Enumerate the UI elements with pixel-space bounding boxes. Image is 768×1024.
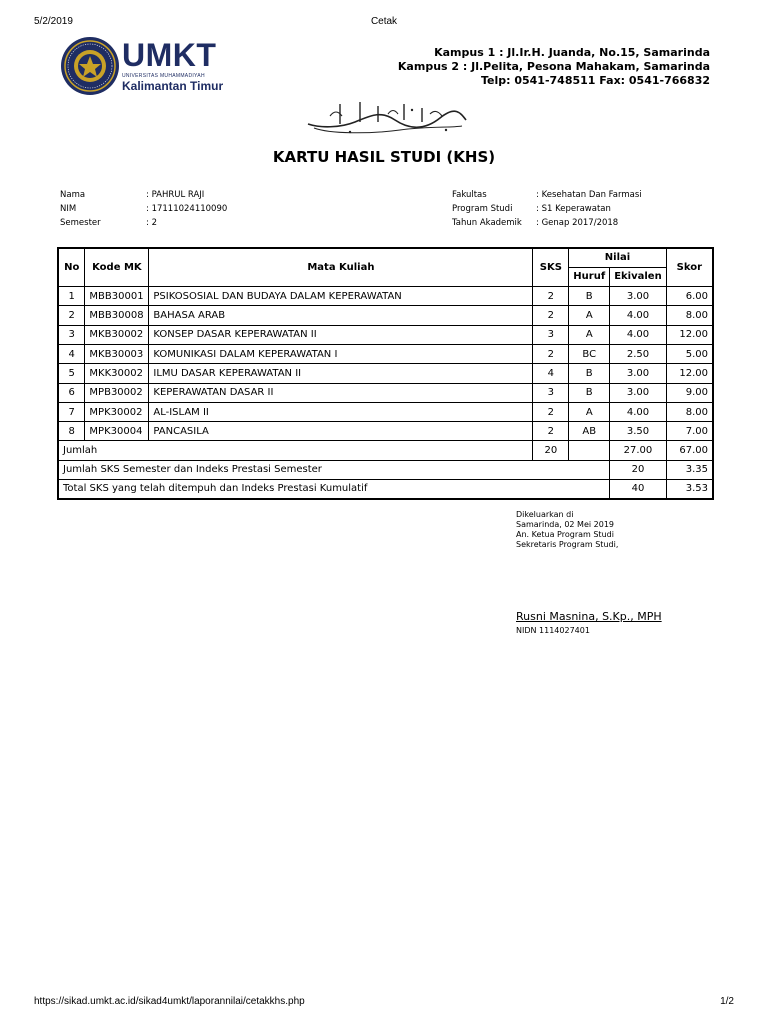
cell-sks: 3 [533, 325, 569, 344]
campus-line-2: Kampus 2 : Jl.Pelita, Pesona Mahakam, Samarinda [397, 60, 710, 73]
brand-name: UMKT [122, 37, 217, 73]
table-row [58, 422, 713, 441]
sign-place-label: Dikeluarkan di [516, 510, 574, 519]
jumlah-row [58, 441, 713, 460]
document-title: KARTU HASIL STUDI (KHS) [272, 148, 496, 166]
print-date: 5/2/2019 [34, 16, 73, 27]
cell-ekivalen: 4.00 [610, 306, 667, 325]
cell-mata-kuliah: BAHASA ARAB [149, 306, 533, 325]
cell-sks: 2 [533, 306, 569, 325]
print-page-number: 1/2 [720, 996, 734, 1007]
cell-no: 6 [58, 383, 85, 402]
ipk-row [58, 480, 713, 499]
grade-rows [58, 287, 713, 441]
header-kode: Kode MK [85, 248, 149, 287]
table-row [58, 306, 713, 325]
cell-kode: MPB30002 [85, 383, 149, 402]
header-sks: SKS [533, 248, 569, 287]
cell-ekivalen: 3.00 [610, 287, 667, 306]
cell-huruf: BC [569, 344, 610, 363]
print-url: https://sikad.umkt.ac.id/sikad4umkt/laporannilai/cetakkhs.php [34, 996, 305, 1007]
grades-table [57, 247, 714, 500]
signatory-nidn: NIDN 1114027401 [516, 626, 590, 635]
print-header [34, 16, 734, 30]
cell-skor: 9.00 [666, 383, 713, 402]
table-header-row-1 [58, 248, 713, 267]
info-tahun: Tahun Akademik : Genap 2017/2018 [452, 218, 619, 228]
cell-skor: 12.00 [666, 364, 713, 383]
cell-no: 7 [58, 402, 85, 421]
cell-kode: MBB30001 [85, 287, 149, 306]
campus-line-1: Kampus 1 : Jl.Ir.H. Juanda, No.15, Samarinda [434, 46, 710, 59]
jumlah-ekivalen: 27.00 [610, 441, 667, 460]
print-footer [34, 996, 734, 1010]
table-row [58, 325, 713, 344]
cell-mata-kuliah: AL-ISLAM II [149, 402, 533, 421]
info-semester: Semester : 2 [60, 218, 157, 228]
basmalah-calligraphy-icon [300, 98, 470, 138]
cell-no: 2 [58, 306, 85, 325]
info-nim: NIM : 17111024110090 [60, 204, 228, 214]
cell-kode: MKB30002 [85, 325, 149, 344]
header-no: No [58, 248, 85, 287]
cell-sks: 2 [533, 287, 569, 306]
header-ekivalen: Ekivalen [610, 267, 667, 286]
cell-huruf: AB [569, 422, 610, 441]
university-logo [60, 36, 230, 98]
cell-kode: MBB30008 [85, 306, 149, 325]
ips-row [58, 460, 713, 479]
header-nilai: Nilai [569, 248, 666, 267]
sign-role-2: Sekretaris Program Studi, [516, 540, 619, 549]
jumlah-sks: 20 [533, 441, 569, 460]
header-mata-kuliah: Mata Kuliah [149, 248, 533, 287]
cell-skor: 8.00 [666, 402, 713, 421]
header-huruf: Huruf [569, 267, 610, 286]
cell-no: 8 [58, 422, 85, 441]
ipk-label: Total SKS yang telah ditempuh dan Indeks Prestasi Kumulatif [58, 480, 610, 499]
cell-sks: 2 [533, 402, 569, 421]
cell-ekivalen: 4.00 [610, 402, 667, 421]
cell-no: 3 [58, 325, 85, 344]
signatory-name: Rusni Masnina, S.Kp., MPH [516, 610, 662, 623]
cell-skor: 6.00 [666, 287, 713, 306]
cell-huruf: B [569, 287, 610, 306]
cell-skor: 8.00 [666, 306, 713, 325]
cell-sks: 3 [533, 383, 569, 402]
cell-huruf: B [569, 383, 610, 402]
cell-mata-kuliah: PSIKOSOSIAL DAN BUDAYA DALAM KEPERAWATAN [149, 287, 533, 306]
cell-huruf: B [569, 364, 610, 383]
cell-kode: MPK30002 [85, 402, 149, 421]
cell-kode: MPK30004 [85, 422, 149, 441]
cell-ekivalen: 3.00 [610, 383, 667, 402]
table-row [58, 344, 713, 363]
cell-huruf: A [569, 402, 610, 421]
cell-ekivalen: 2.50 [610, 344, 667, 363]
cell-no: 5 [58, 364, 85, 383]
print-title: Cetak [370, 16, 398, 27]
info-fakultas: Fakultas : Kesehatan Dan Farmasi [452, 190, 642, 200]
student-info-right [452, 188, 642, 230]
table-row [58, 383, 713, 402]
jumlah-label: Jumlah [58, 441, 533, 460]
university-seal-icon [60, 36, 120, 96]
signature-block [516, 510, 618, 550]
brand-region: Kalimantan Timur [122, 79, 224, 93]
sign-date: Samarinda, 02 Mei 2019 [516, 520, 614, 529]
jumlah-huruf-empty [569, 441, 610, 460]
cell-huruf: A [569, 306, 610, 325]
cell-kode: MKK30002 [85, 364, 149, 383]
cell-mata-kuliah: ILMU DASAR KEPERAWATAN II [149, 364, 533, 383]
jumlah-skor: 67.00 [666, 441, 713, 460]
cell-skor: 5.00 [666, 344, 713, 363]
info-nama: Nama : PAHRUL RAJI [60, 190, 205, 200]
cell-huruf: A [569, 325, 610, 344]
table-row [58, 287, 713, 306]
cell-mata-kuliah: KOMUNIKASI DALAM KEPERAWATAN I [149, 344, 533, 363]
ipk-sks: 40 [610, 480, 667, 499]
cell-mata-kuliah: KONSEP DASAR KEPERAWATAN II [149, 325, 533, 344]
cell-mata-kuliah: PANCASILA [149, 422, 533, 441]
cell-skor: 12.00 [666, 325, 713, 344]
cell-skor: 7.00 [666, 422, 713, 441]
info-prodi: Program Studi : S1 Keperawatan [452, 204, 611, 214]
cell-no: 4 [58, 344, 85, 363]
cell-ekivalen: 3.50 [610, 422, 667, 441]
ips-value: 3.35 [666, 460, 713, 479]
ips-sks: 20 [610, 460, 667, 479]
campus-address [398, 46, 710, 88]
header-skor: Skor [666, 248, 713, 287]
student-info-left [60, 188, 227, 230]
table-row [58, 402, 713, 421]
cell-no: 1 [58, 287, 85, 306]
cell-sks: 2 [533, 422, 569, 441]
table-row [58, 364, 713, 383]
brand-subtitle: UNIVERSITAS MUHAMMADIYAH [122, 73, 205, 79]
cell-kode: MKB30003 [85, 344, 149, 363]
campus-phone: Telp: 0541-748511 Fax: 0541-766832 [480, 74, 710, 87]
cell-ekivalen: 3.00 [610, 364, 667, 383]
ipk-value: 3.53 [666, 480, 713, 499]
cell-mata-kuliah: KEPERAWATAN DASAR II [149, 383, 533, 402]
cell-ekivalen: 4.00 [610, 325, 667, 344]
ips-label: Jumlah SKS Semester dan Indeks Prestasi Semester [58, 460, 610, 479]
cell-sks: 2 [533, 344, 569, 363]
cell-sks: 4 [533, 364, 569, 383]
sign-role-1: An. Ketua Program Studi [516, 530, 614, 539]
